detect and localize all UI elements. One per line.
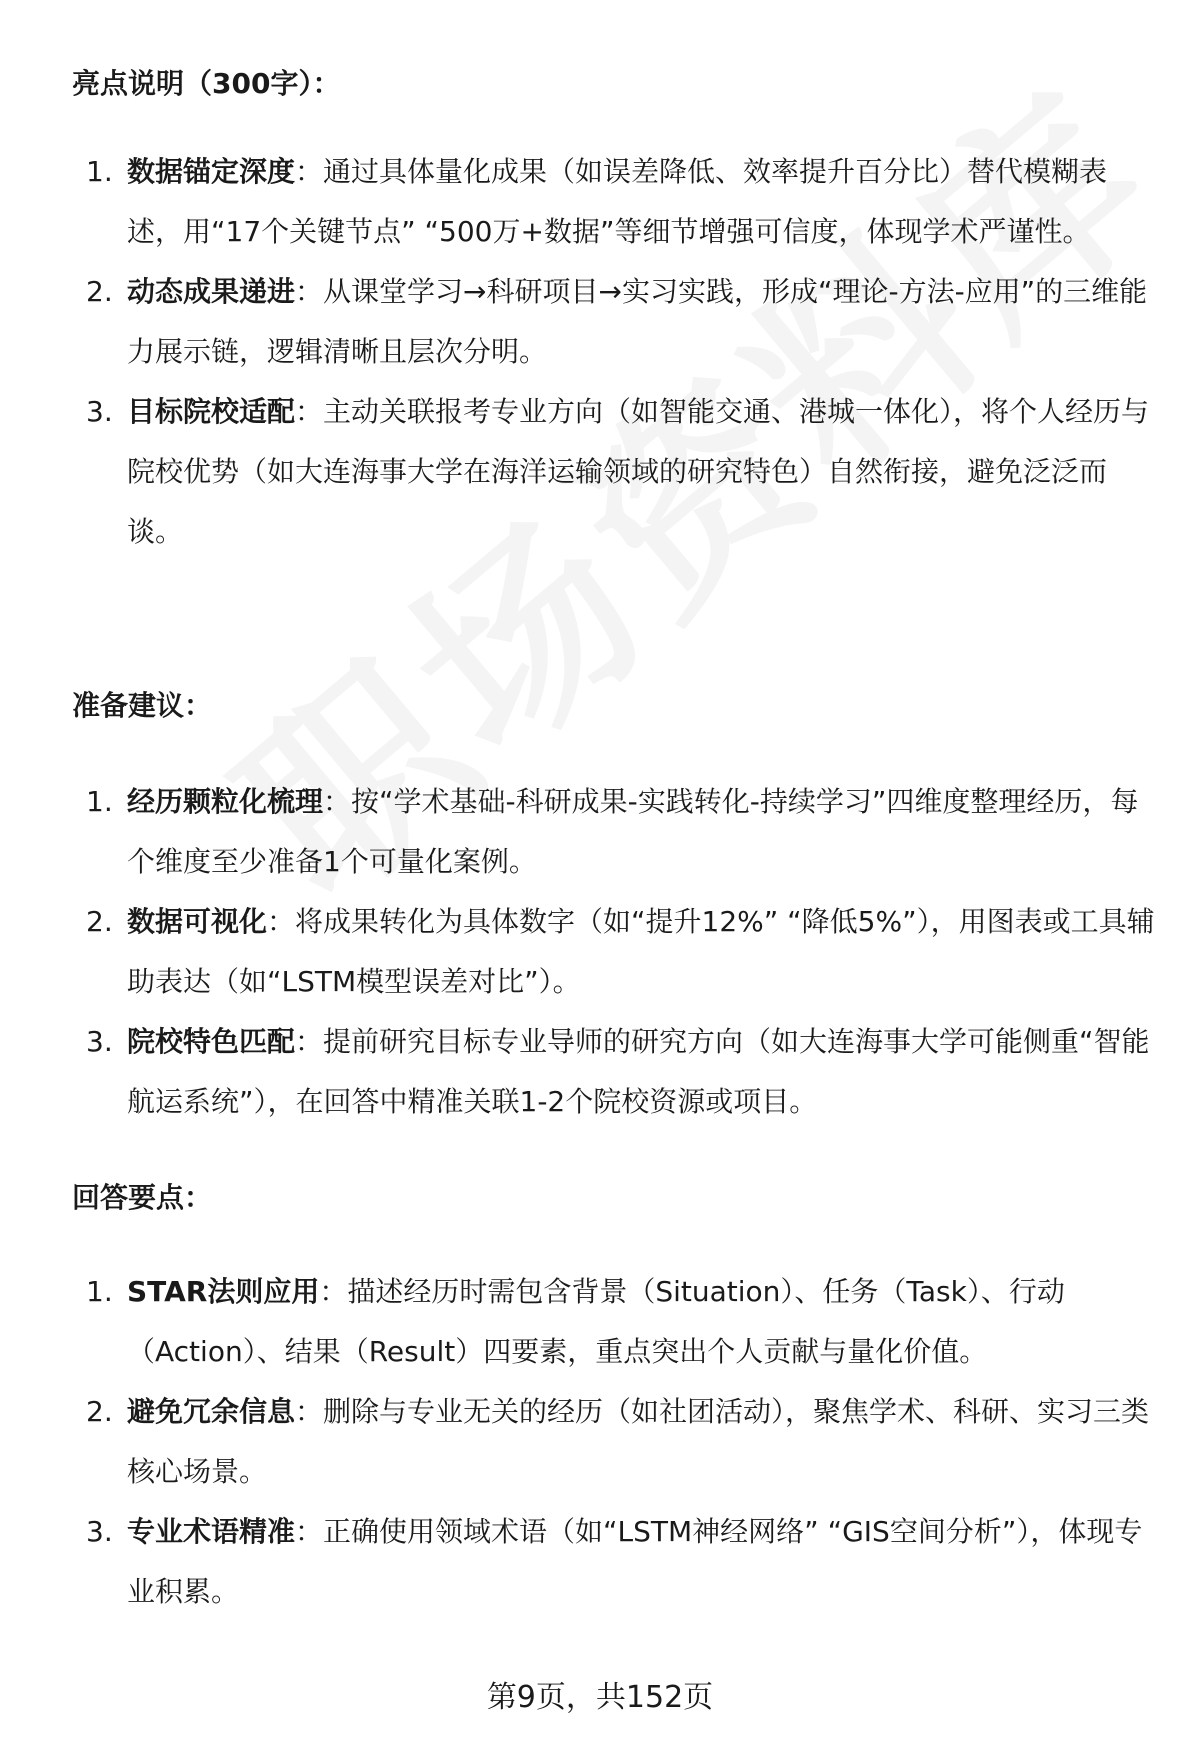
item-text: 描述经历时需包含背景（Situation）、任务（Task）、行动（Action）、结果（Result）四要素，重点突出个人贡献与量化价值。 — [127, 1275, 1065, 1368]
list-item — [0, 262, 1200, 382]
item-number: 2. — [86, 1395, 113, 1428]
item-separator: ： — [295, 1395, 324, 1428]
item-term: STAR法则应用 — [127, 1275, 320, 1308]
item-text: 从课堂学习→科研项目→实习实践，形成“理论-方法-应用”的三维能力展示链，逻辑清晰且层次分明。 — [127, 275, 1148, 368]
item-separator: ： — [267, 905, 296, 938]
list-item — [0, 142, 1200, 262]
section-heading-answer-points: 回答要点： — [72, 1181, 213, 1214]
item-term: 目标院校适配 — [127, 395, 296, 428]
item-number: 3. — [86, 395, 113, 428]
item-term: 避免冗余信息 — [127, 1395, 296, 1428]
item-term: 专业术语精准 — [127, 1515, 296, 1548]
answer-points-list — [0, 1262, 1200, 1622]
item-text: 删除与专业无关的经历（如社团活动），聚焦学术、科研、实习三类核心场景。 — [127, 1395, 1150, 1488]
item-number: 1. — [86, 785, 113, 818]
item-text: 提前研究目标专业导师的研究方向（如大连海事大学可能侧重“智能航运系统”），在回答中精准关联1-2个院校资源或项目。 — [127, 1025, 1150, 1118]
item-term: 数据锚定深度 — [127, 155, 296, 188]
item-text: 通过具体量化成果（如误差降低、效率提升百分比）替代模糊表述，用“17个关键节点” “500万+数据”等细节增强可信度，体现学术严谨性。 — [127, 155, 1108, 248]
item-text: 正确使用领域术语（如“LSTM神经网络” “GIS空间分析”），体现专业积累。 — [127, 1515, 1143, 1608]
item-separator: ： — [295, 395, 324, 428]
section-heading-highlights: 亮点说明（300字）： — [72, 67, 341, 100]
list-item — [0, 772, 1200, 892]
list-item — [0, 1012, 1200, 1132]
highlights-list — [0, 142, 1200, 562]
list-item — [0, 1382, 1200, 1502]
item-number: 2. — [86, 905, 113, 938]
page-number: 第9页，共152页 — [486, 1680, 714, 1715]
item-number: 1. — [86, 1275, 113, 1308]
item-term: 经历颗粒化梳理 — [127, 785, 324, 818]
item-number: 3. — [86, 1515, 113, 1548]
item-separator: ： — [295, 1515, 324, 1548]
item-term: 动态成果递进 — [127, 275, 296, 308]
item-number: 3. — [86, 1025, 113, 1058]
list-item — [0, 382, 1200, 562]
item-separator: ： — [323, 785, 352, 818]
list-item — [0, 892, 1200, 1012]
item-term: 数据可视化 — [127, 905, 268, 938]
list-item — [0, 1502, 1200, 1622]
item-separator: ： — [295, 275, 324, 308]
item-separator: ： — [295, 155, 324, 188]
preparation-list — [0, 772, 1200, 1132]
list-item — [0, 1262, 1200, 1382]
item-separator: ： — [295, 1025, 324, 1058]
item-text: 主动关联报考专业方向（如智能交通、港城一体化），将个人经历与院校优势（如大连海事大学在海洋运输领域的研究特色）自然衔接，避免泛泛而谈。 — [127, 395, 1150, 548]
item-text: 按“学术基础-科研成果-实践转化-持续学习”四维度整理经历，每个维度至少准备1个可量化案例。 — [127, 785, 1139, 878]
item-separator: ： — [319, 1275, 348, 1308]
item-text: 将成果转化为具体数字（如“提升12%” “降低5%”），用图表或工具辅助表达（如“LSTM模型误差对比”）。 — [127, 905, 1155, 998]
item-number: 2. — [86, 275, 113, 308]
item-term: 院校特色匹配 — [127, 1025, 296, 1058]
section-heading-preparation: 准备建议： — [72, 689, 213, 722]
item-number: 1. — [86, 155, 113, 188]
